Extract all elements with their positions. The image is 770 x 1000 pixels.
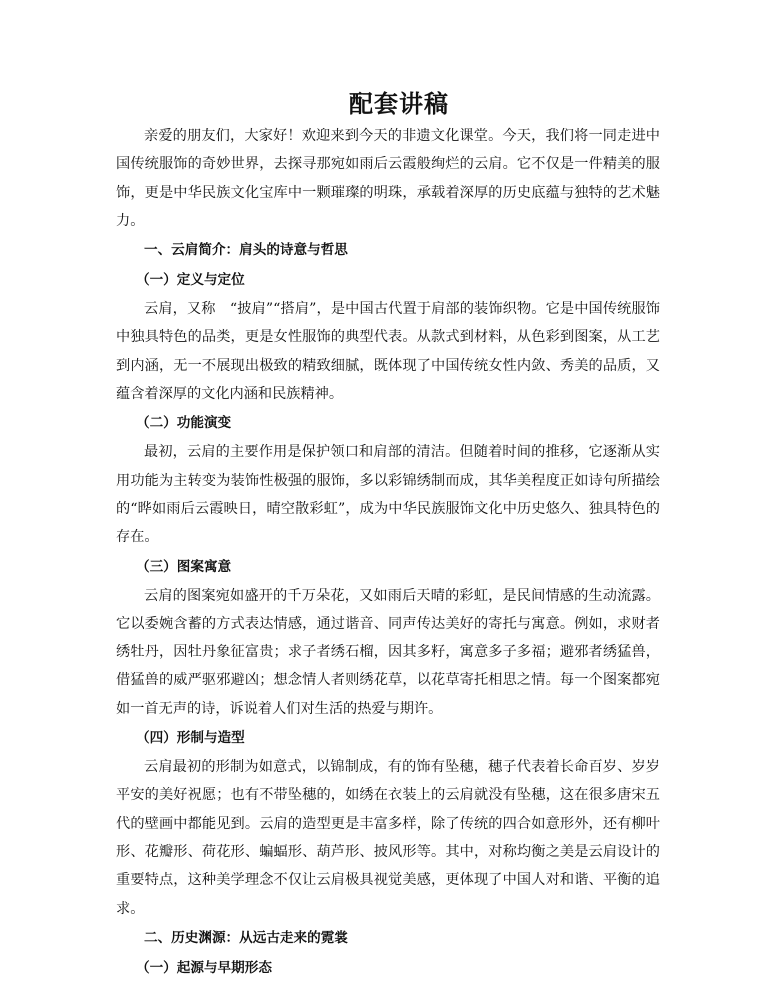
function-paragraph: 最初，云肩的主要作用是保护领口和肩部的清洁。但随着时间的推移，它逐渐从实用功能为主转变为装饰性极强的服饰，多以彩锦绣制而成，其华美程度正如诗句所描绘的“晔如雨后云霞映日，晴空散彩虹”，成为中华民族服饰文化中历史悠久、独具特色的存在。	[116, 444, 660, 546]
section-heading-2: 二、历史渊源：从远古走来的霓裳	[144, 929, 348, 946]
document-page	[116, 86, 660, 983]
definition-paragraph: 云肩，又称 “披肩”“搭肩”，是中国古代置于肩部的装饰织物。它是中国传统服饰中独具特色的品类，更是女性服饰的典型代表。从款式到材料，从色彩到图案，从工艺到内涵，无一不展现出极致的精致细腻，既体现了中国传统女性内敛、秀美的品质，又蕴含着深厚的文化内涵和民族精神。	[116, 301, 660, 403]
subsection-heading-pattern: （三）图案寓意	[136, 558, 232, 575]
document-body	[116, 122, 660, 983]
subsection-heading-origin: （一）起源与早期形态	[136, 959, 272, 976]
pattern-paragraph: 云肩的图案宛如盛开的千万朵花，又如雨后天晴的彩虹，是民间情感的生动流露。它以委婉含蓄的方式表达情感，通过谐音、同声传达美好的寄托与寓意。例如，求财者绣牡丹，因牡丹象征富贵；求子者绣石榴，因其多籽，寓意多子多福；避邪者绣猛兽，借猛兽的威严驱邪避凶；想念情人者则绣花草，以花草寄托相思之情。每一个图案都宛如一首无声的诗，诉说着人们对生活的热爱与期许。	[116, 587, 660, 717]
subsection-heading-form: （四）形制与造型	[136, 730, 245, 747]
subsection-heading-function: （二）功能演变	[136, 415, 232, 432]
subsection-heading-definition: （一）定义与定位	[136, 272, 245, 289]
document-title: 配套讲稿	[349, 89, 449, 118]
intro-paragraph: 亲爱的朋友们，大家好！欢迎来到今天的非遗文化课堂。今天，我们将一同走进中国传统服饰的奇妙世界，去探寻那宛如雨后云霞般绚烂的云肩。它不仅是一件精美的服饰，更是中华民族文化宝库中一颗璀璨的明珠，承载着深厚的历史底蕴与独特的艺术魅力。	[116, 128, 660, 229]
section-heading-1: 一、云肩简介：肩头的诗意与哲思	[144, 242, 348, 259]
form-paragraph: 云肩最初的形制为如意式，以锦制成，有的饰有坠穗，穗子代表着长命百岁、岁岁平安的美好祝愿；也有不带坠穗的，如绣在衣装上的云肩就没有坠穗，这在很多唐宋五代的壁画中都能见到。云肩的造型更是丰富多样，除了传统的四合如意形外，还有柳叶形、花瓣形、荷花形、蝙蝠形、葫芦形、披风形等。其中，对称均衡之美是云肩设计的重要特点，这种美学理念不仅让云肩极具视觉美感，更体现了中国人对和谐、平衡的追求。	[116, 759, 660, 917]
